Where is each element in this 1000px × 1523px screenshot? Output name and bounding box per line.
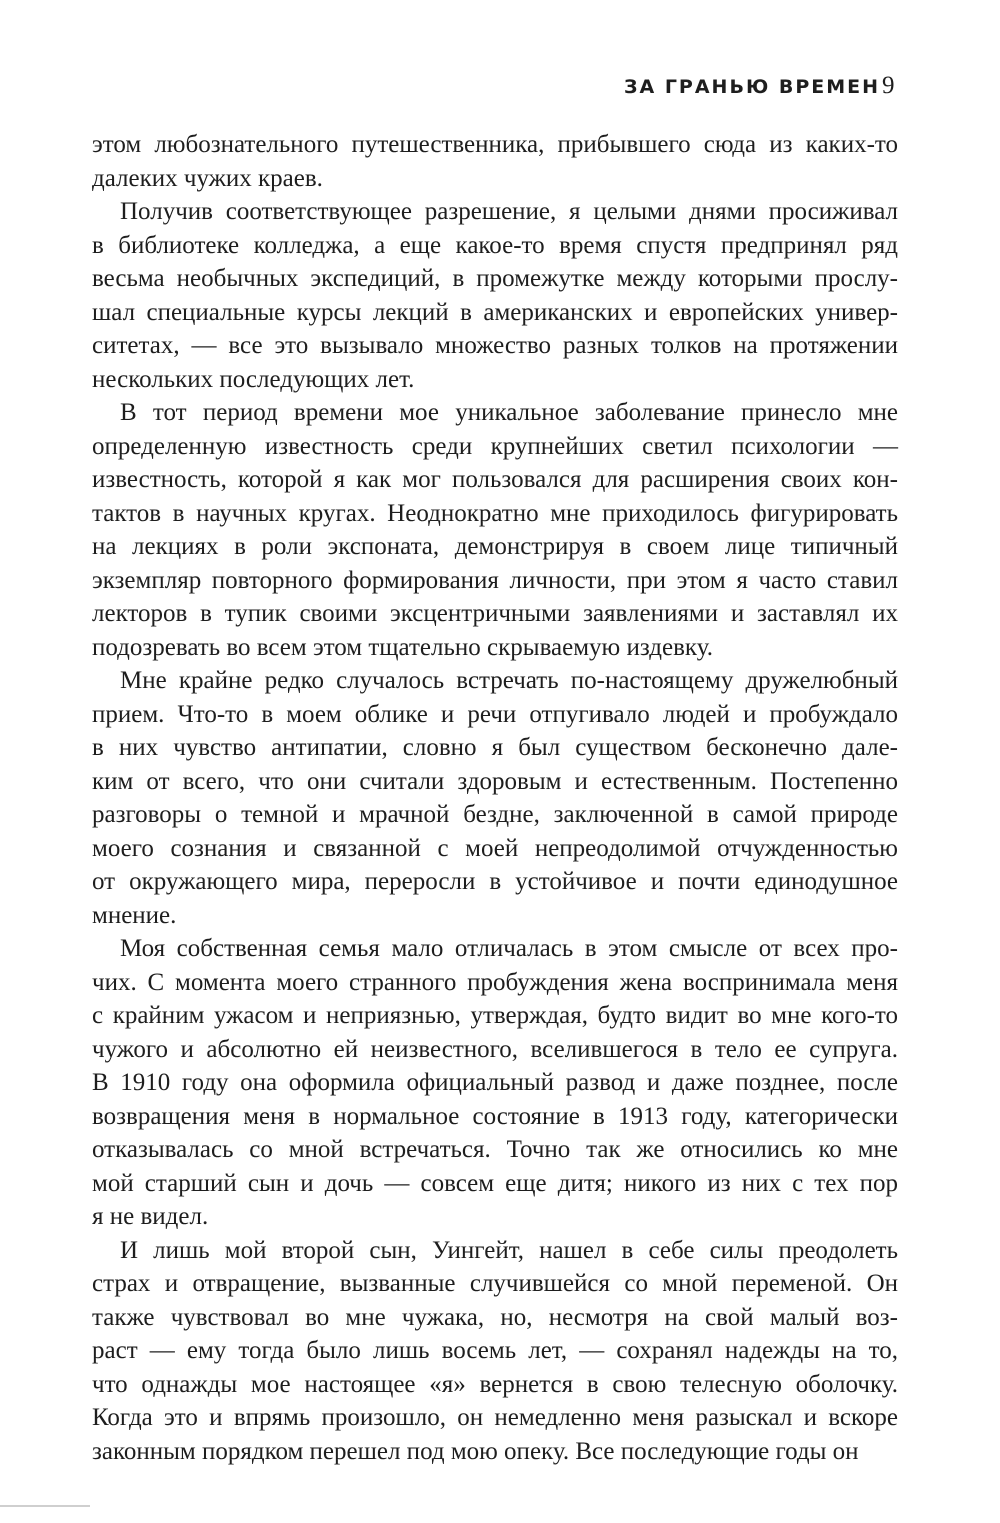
text-line: чих. С момента моего странного пробуждения жена воспринимала меня bbox=[92, 968, 898, 996]
text-line: страх и отвращение, вызванные случившейся со мной переменой. Он bbox=[92, 1270, 898, 1297]
text-line: тактов в научных кругах. Неоднократно мне приходилось фигурировать bbox=[92, 499, 898, 527]
text-line: раст — ему тогда было лишь восемь лет, — сохранял надежды на то, bbox=[92, 1337, 898, 1364]
running-header bbox=[596, 66, 896, 106]
text-line: разговоры о темной и мрачной бездне, заключенной в самой природе bbox=[92, 801, 898, 828]
paragraph bbox=[92, 128, 898, 195]
text-line: ким от всего, что они считали здоровым и естественным. Постепенно bbox=[92, 767, 898, 795]
text-line: И лишь мой второй сын, Уингейт, нашел в себе силы преодолеть bbox=[120, 1236, 898, 1264]
text-line: этом любознательного путешественника, прибывшего сюда из каких-то bbox=[92, 131, 898, 158]
text-line: шал специальные курсы лекций в американских и европейских универ- bbox=[92, 298, 898, 326]
text-line: определенную известность среди крупнейших светил психологии — bbox=[92, 432, 898, 460]
paragraph bbox=[92, 664, 898, 932]
text-line: подозревать во всем этом тщательно скрываемую издевку. bbox=[92, 633, 713, 661]
text-line: Когда это и впрямь произошло, он немедленно меня разыскал и вскоре bbox=[92, 1404, 898, 1431]
text-line: отказывалась со мной встречаться. Точно так же относились ко мне bbox=[92, 1136, 898, 1163]
text-line: я не видел. bbox=[92, 1203, 209, 1230]
text-line: далеких чужих краев. bbox=[92, 164, 323, 192]
text-line: мнение. bbox=[92, 901, 177, 929]
page-number: 9 bbox=[882, 72, 895, 99]
text-line: Моя собственная семья мало отличалась в этом смысле от всех про- bbox=[120, 935, 898, 962]
text-line: прием. Что-то в моем облике и речи отпугивало людей и пробуждало bbox=[92, 700, 898, 728]
text-line: весьма необычных экспедиций, в промежутке между которыми прослу- bbox=[92, 265, 898, 292]
text-line: чужого и абсолютно ей неизвестного, вселившегося в тело ее супруга. bbox=[92, 1035, 898, 1063]
paragraph bbox=[92, 195, 898, 396]
text-line: мой старший сын и дочь — совсем еще дитя; никого из них с тех пор bbox=[92, 1169, 898, 1197]
text-line: в них чувство антипатии, словно я был существом бесконечно дале- bbox=[92, 734, 898, 761]
text-line: нескольких последующих лет. bbox=[92, 365, 415, 393]
text-line: что однажды мое настоящее «я» вернется в свою телесную оболочку. bbox=[92, 1370, 898, 1398]
running-title: ЗА ГРАНЬЮ ВРЕМЕН bbox=[624, 76, 881, 98]
text-line: Мне крайне редко случалось встречать по-настоящему дружелюбный bbox=[120, 667, 898, 694]
paragraph bbox=[92, 932, 898, 1234]
text-line: известность, которой я как мог пользовался для расширения своих кон- bbox=[92, 466, 898, 493]
text-line: ситетах, — все это вызывало множество разных толков на протяжении bbox=[92, 332, 898, 359]
text-line: лекторов в тупик своими эксцентричными заявлениями и заставлял их bbox=[92, 600, 898, 627]
page-edge-shadow bbox=[0, 1505, 90, 1507]
text-line: В тот период времени мое уникальное заболевание принесло мне bbox=[120, 399, 898, 426]
text-line: в библиотеке колледжа, а еще какое-то время спустя предпринял ряд bbox=[92, 231, 898, 259]
text-line: с крайним ужасом и неприязнью, утверждая, будто видит во мне кого-то bbox=[92, 1002, 898, 1029]
text-line: возвращения меня в нормальное состояние в 1913 году, категорически bbox=[92, 1102, 898, 1130]
paragraph bbox=[92, 396, 898, 664]
text-line: моего сознания и связанной с моей непреодолимой отчужденностью bbox=[92, 834, 898, 862]
text-line: экземпляр повторного формирования личности, при этом я часто ставил bbox=[92, 566, 898, 594]
paragraph bbox=[92, 1234, 898, 1469]
text-line: законным порядком перешел под мою опеку. Все последующие годы он bbox=[92, 1437, 859, 1465]
text-line: В 1910 году она оформила официальный развод и даже позднее, после bbox=[92, 1069, 898, 1096]
text-line: Получив соответствующее разрешение, я целыми днями просиживал bbox=[120, 198, 898, 225]
body-text bbox=[92, 128, 898, 1468]
text-line: от окружающего мира, переросли в устойчивое и почти единодушное bbox=[92, 868, 898, 895]
text-line: на лекциях в роли экспоната, демонстрируя в своем лице типичный bbox=[92, 533, 898, 560]
text-line: также чувствовал во мне чужака, но, несмотря на свой малый воз- bbox=[92, 1303, 898, 1331]
